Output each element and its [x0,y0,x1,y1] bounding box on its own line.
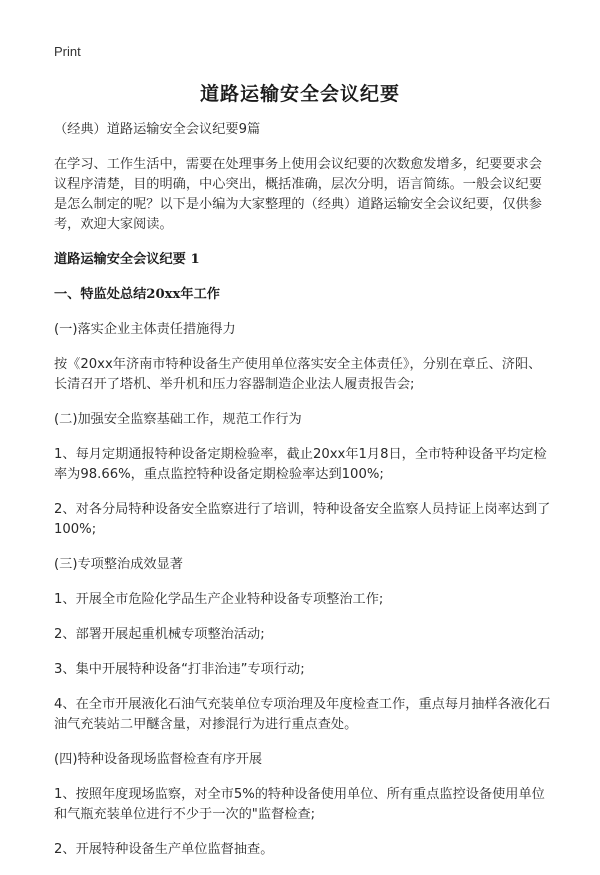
paragraph: 2、开展特种设备生产单位监督抽查。 [54,842,274,857]
intro-paragraph: 在学习、工作生活中，需要在处理事务上使用会议纪要的次数愈发增多，纪要要求会议程序清楚，目的明确，中心突出，概括准确，层次分明，语言简练。一般会议纪要是怎么制定的呢？以下是小编为大家整理的（经典）道路运输安全会议纪要，仅供参考，欢迎大家阅读。 [54,157,542,232]
paragraph: 4、在全市开展液化石油气充装单位专项治理及年度检查工作，重点每月抽样各液化石油气充装站二甲醚含量，对掺混行为进行重点查处。 [54,697,551,732]
subtitle: （经典）道路运输安全会议纪要9篇 [54,122,261,137]
paragraph: 按《20xx年济南市特种设备生产使用单位落实安全主体责任》，分别在章丘、济阳、长清召开了塔机、举升机和压力容器制造企业法人履责报告会; [54,357,542,392]
subsection-heading-4: (四)特种设备现场监督检查有序开展 [54,752,263,767]
paragraph: 1、开展全市危险化学品生产企业特种设备专项整治工作; [54,592,384,607]
subsection-heading-2: (二)加强安全监察基础工作，规范工作行为 [54,412,302,427]
print-link[interactable]: Print [54,44,81,59]
subsection-heading-1: (一)落实企业主体责任措施得力 [54,322,236,337]
paragraph: 1、按照年度现场监察，对全市5%的特种设备使用单位、所有重点监控设备使用单位和气瓶充装单位进行不少于一次的"监督检查; [54,787,545,822]
section-heading: 道路运输安全会议纪要 1 [54,252,200,267]
paragraph: 1、每月定期通报特种设备定期检验率，截止20xx年1月8日，全市特种设备平均定检率为98.66%，重点监控特种设备定期检验率达到100%; [54,447,547,482]
paragraph: 2、部署开展起重机械专项整治活动; [54,627,265,642]
paragraph: 2、对各分局特种设备安全监察进行了培训，特种设备安全监察人员持证上岗率达到了100%; [54,502,551,537]
part-heading: 一、特监处总结20xx年工作 [54,287,220,302]
paragraph: 3、集中开展特种设备“打非治违”专项行动; [54,662,305,677]
page-title: 道路运输安全会议纪要 [199,83,400,105]
document-body [54,120,554,875]
subsection-heading-3: (三)专项整治成效显著 [54,557,183,572]
